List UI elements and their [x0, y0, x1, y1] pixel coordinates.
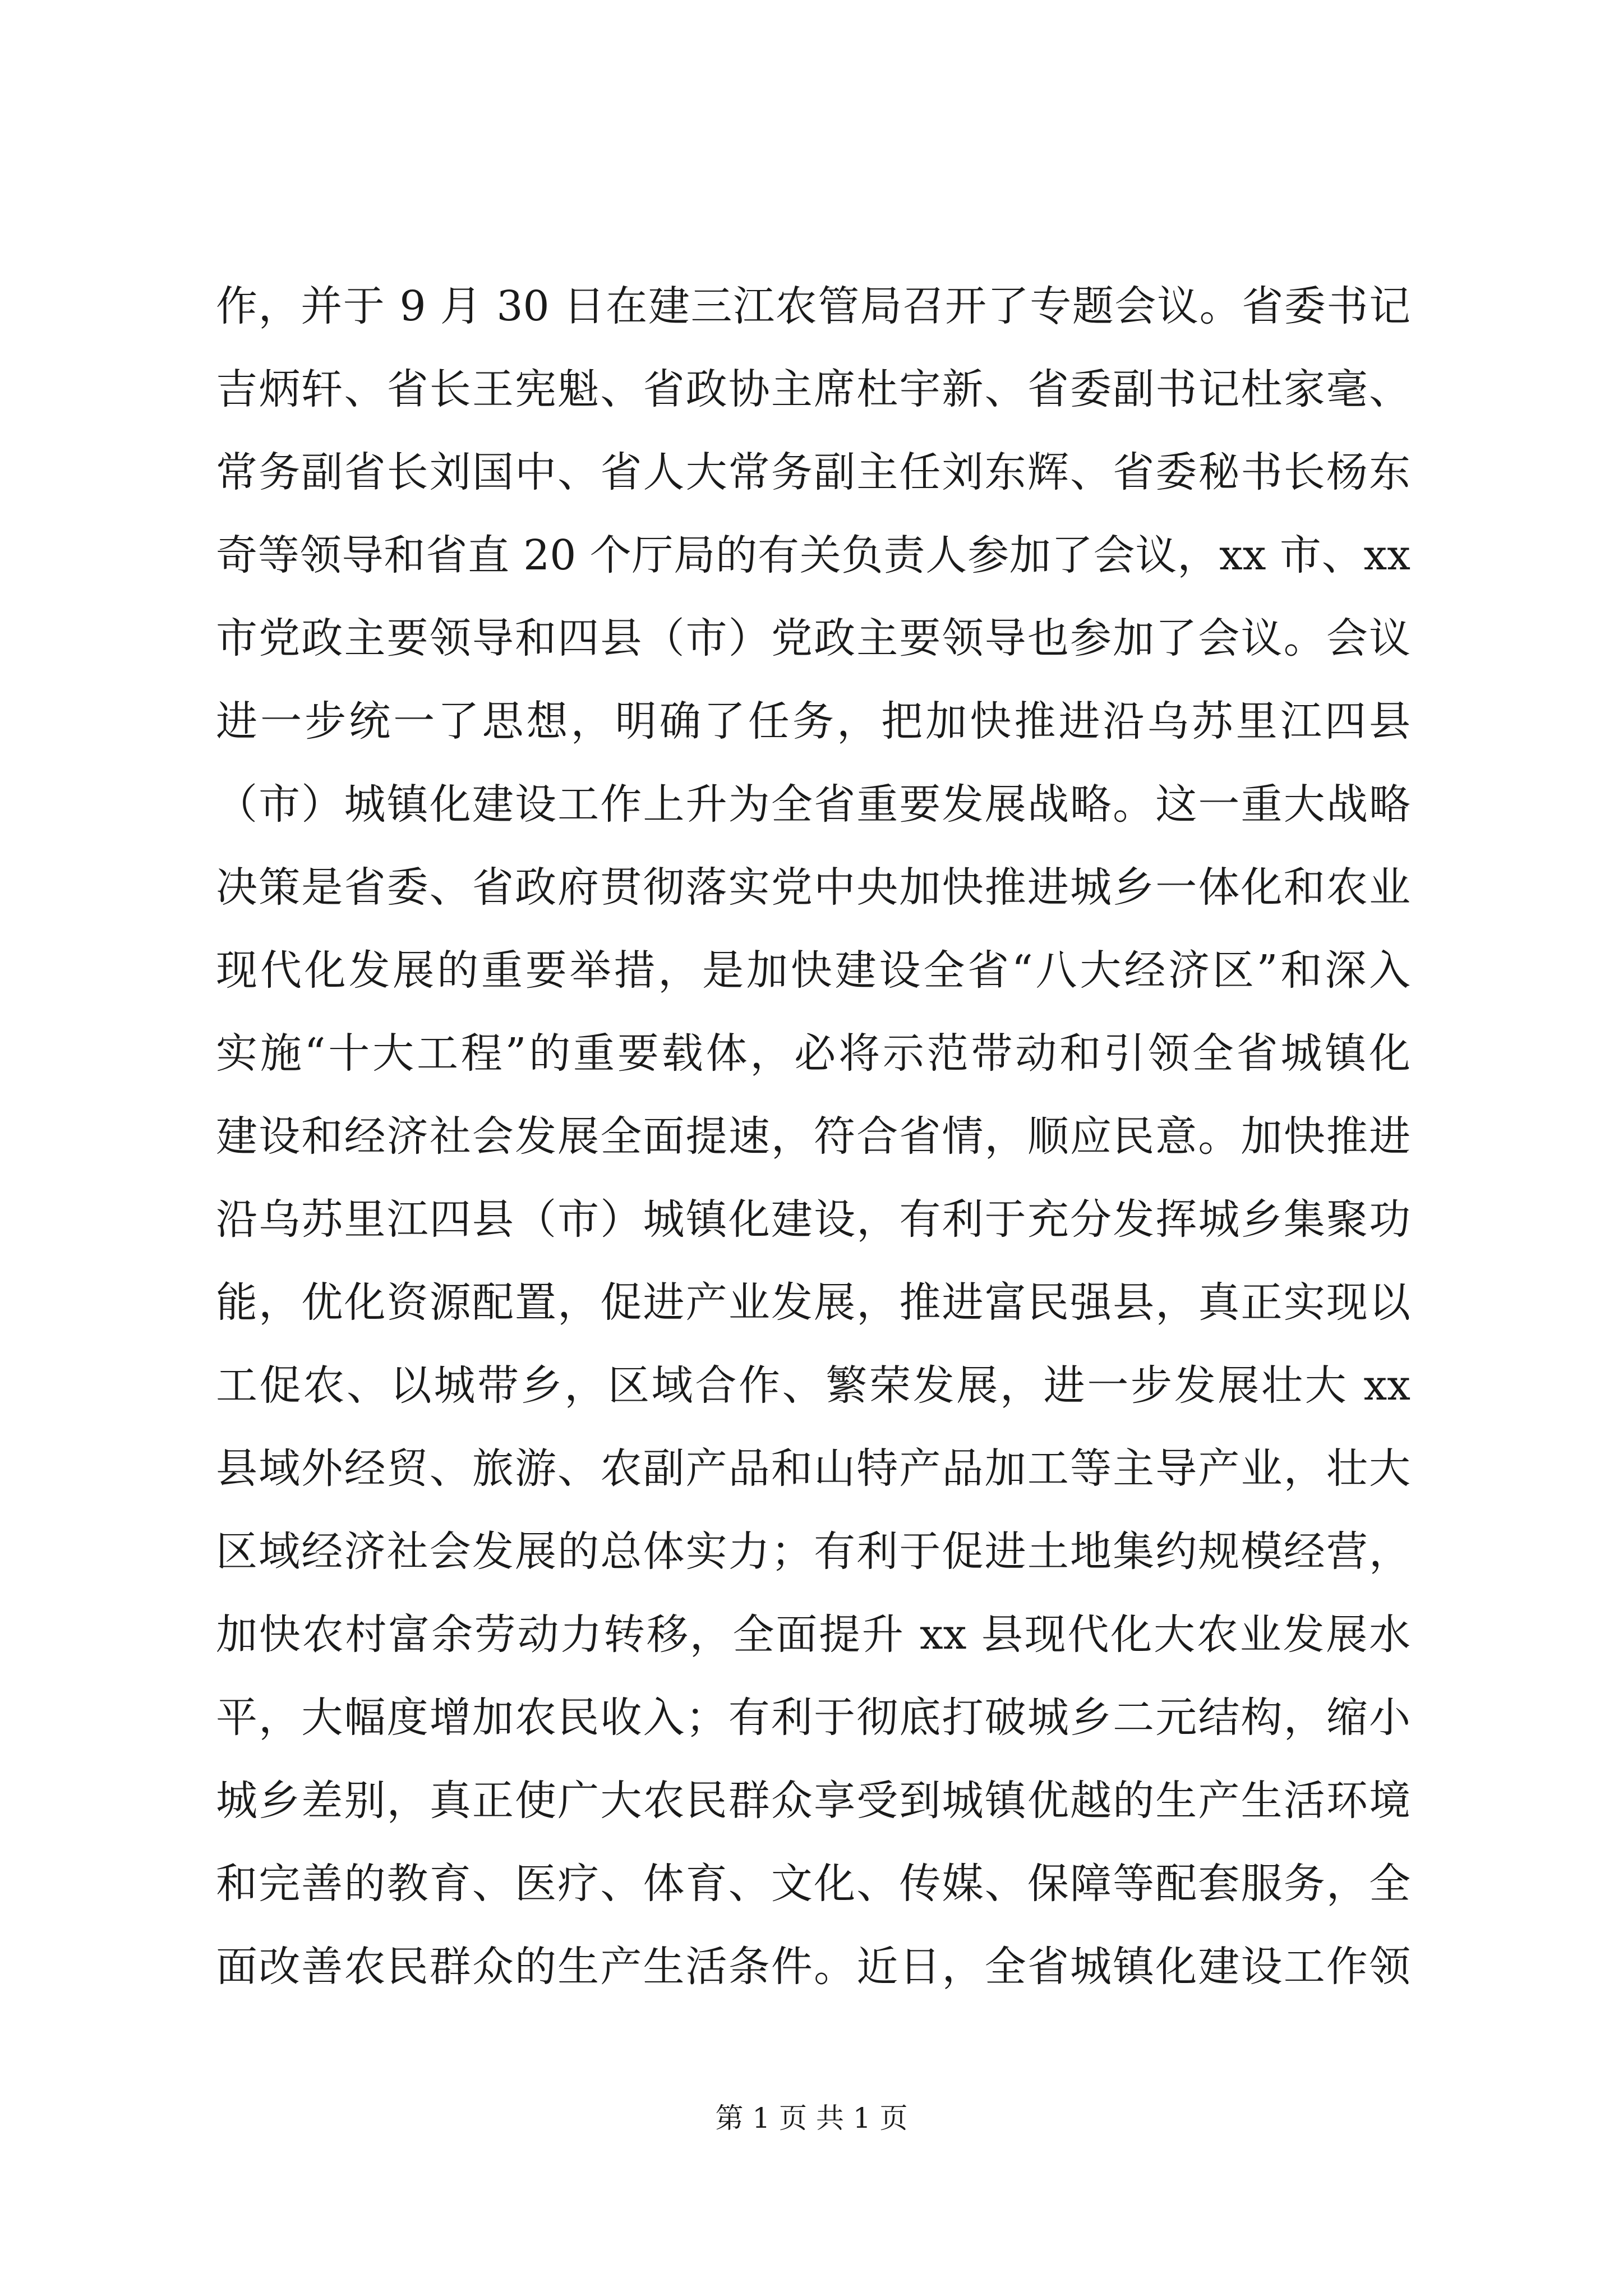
text-line: 建设和经济社会发展全面提速，符合省情，顺应民意。加快推进: [216, 1112, 1410, 1161]
text-line: 能，优化资源配置，促进产业发展，推进富民强县，真正实现以: [216, 1278, 1410, 1327]
text-line: 市党政主要领导和四县（市）党政主要领导也参加了会议。会议: [216, 614, 1410, 662]
text-line: 区域经济社会发展的总体实力；有利于促进土地集约规模经营，: [216, 1527, 1410, 1576]
text-line: 实施“十大工程”的重要载体，必将示范带动和引领全省城镇化: [216, 1029, 1410, 1078]
text-line: 县域外经贸、旅游、农副产品和山特产品加工等主导产业，壮大: [216, 1444, 1410, 1493]
page-number-label: 第 1 页 共 1 页: [715, 2102, 908, 2134]
text-line: 加快农村富余劳动力转移，全面提升 xx 县现代化大农业发展水: [216, 1611, 1410, 1659]
text-line: 奇等领导和省直 20 个厅局的有关负责人参加了会议，xx 市、xx: [216, 531, 1410, 579]
text-line: 平，大幅度增加农民收入；有利于彻底打破城乡二元结构，缩小: [216, 1694, 1410, 1742]
text-line: 常务副省长刘国中、省人大常务副主任刘东辉、省委秘书长杨东: [216, 448, 1410, 496]
text-line: 工促农、以城带乡，区域合作、繁荣发展，进一步发展壮大 xx: [216, 1361, 1410, 1410]
text-line: 吉炳轩、省长王宪魁、省政协主席杜宇新、省委副书记杜家毫、: [216, 365, 1410, 413]
text-line: 和完善的教育、医疗、体育、文化、传媒、保障等配套服务，全: [216, 1860, 1410, 1908]
text-line: 决策是省委、省政府贯彻落实党中央加快推进城乡一体化和农业: [216, 863, 1410, 912]
text-line: 沿乌苏里江四县（市）城镇化建设，有利于充分发挥城乡集聚功: [216, 1195, 1410, 1244]
text-line: 作，并于 9 月 30 日在建三江农管局召开了专题会议。省委书记: [216, 282, 1410, 330]
text-line: （市）城镇化建设工作上升为全省重要发展战略。这一重大战略: [216, 780, 1410, 829]
text-line: 面改善农民群众的生产生活条件。近日，全省城镇化建设工作领: [216, 1943, 1410, 1991]
body-paragraph: [216, 265, 1410, 2008]
text-line: 城乡差别，真正使广大农民群众享受到城镇优越的生产生活环境: [216, 1777, 1410, 1825]
text-line: 现代化发展的重要举措，是加快建设全省“八大经济区”和深入: [216, 946, 1410, 995]
page-footer: [0, 2096, 1623, 2141]
text-line: 进一步统一了思想，明确了任务，把加快推进沿乌苏里江四县: [216, 697, 1410, 746]
